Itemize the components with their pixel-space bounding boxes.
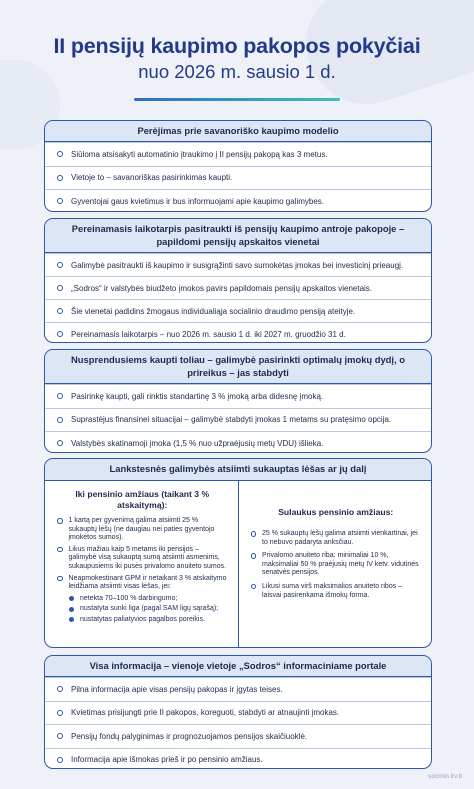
- sub-list-item: nustatyta sunki liga (pagal SAM ligų sąrašą);: [69, 605, 228, 614]
- list-item: „Sodros“ ir valstybės biudžeto įmokos pavirs papildomais pensijų apskaitos vienetais.: [45, 276, 431, 299]
- circle-bullet-icon: [57, 175, 63, 181]
- circle-bullet-icon: [57, 393, 63, 399]
- section-card-atsiimti-lesas: [44, 458, 432, 648]
- list-item: Galimybė pasitraukti iš kaupimo ir susigrąžinti savo sumokėtas įmokas bei investicinį prieaugį.: [45, 253, 431, 276]
- circle-bullet-icon: [57, 440, 63, 446]
- section-heading: Perėjimas prie savanoriško kaupimo modelio: [45, 121, 431, 142]
- section-heading: Nusprendusiems kaupti toliau – galimybė pasirinkti optimalų įmokų dydį, o prireikus – jas stabdyti: [45, 350, 431, 384]
- sub-list: [57, 595, 228, 625]
- column-after-retirement: [239, 481, 432, 647]
- circle-bullet-icon: [57, 285, 63, 291]
- section-card-kaupti-toliau: [44, 349, 432, 453]
- list-item: Suprastėjus finansinei situacijai – galimybė stabdyti įmokas 1 metams su pratęsimo opcija.: [45, 408, 431, 432]
- list-item: Kvietimas prisijungti prie II pakopos, koreguoti, stabdyti ar atnaujinti įmokas.: [45, 701, 431, 725]
- section-heading: Lankstesnės galimybės atsiimti sukauptas lėšas ar jų dalį: [45, 459, 431, 481]
- list-item: Šie vienetai padidins žmogaus individualiąja socialinio draudimo pensiją ateityje.: [45, 299, 431, 322]
- title-line-2: nuo 2026 m. sausio 1 d.: [138, 61, 336, 82]
- section-card-pereinamasis: [44, 218, 432, 343]
- list-item: Vietoje to – savanoriškas pasirinkimas kaupti.: [45, 166, 431, 190]
- page-title: [0, 34, 474, 83]
- section-card-savanoriskas: [44, 120, 432, 212]
- list-item: Privalomo anuiteto riba: minimaliai 10 %, maksimaliai 50 % praėjusių metų IV ketv. vidutinės senatvės pensijos.: [251, 552, 422, 578]
- circle-bullet-icon: [251, 531, 257, 537]
- section-card-informacija: [44, 655, 432, 769]
- circle-bullet-icon: [251, 553, 257, 559]
- dot-bullet-icon: [69, 617, 74, 622]
- circle-bullet-icon: [57, 198, 63, 204]
- list-item: Neapmokestinant GPM ir netaikant 3 % atskaitymo leidžiama atsiimti visas lėšas, jei:: [57, 575, 228, 592]
- list-item: Pilna informacija apie visas pensijų pakopas ir įgytas teises.: [45, 677, 431, 701]
- title-underline: [134, 98, 340, 101]
- circle-bullet-icon: [57, 757, 63, 763]
- list-item: Likus mažiau kaip 5 metams iki pensijos – galimybė visą sukauptą sumą atsiimti asmenims, sukaupusiems iki pusės privalomo anuiteto sumos.: [57, 546, 228, 572]
- circle-bullet-icon: [57, 331, 63, 337]
- footer-url[interactable]: socmin.lrv.lt: [428, 773, 462, 780]
- sub-list-item: nustatytas paliatyvios pagalbos poreikis.: [69, 616, 228, 625]
- column-before-retirement: [45, 481, 239, 647]
- list-item: Informacija apie išmokas prieš ir po pensinio amžiaus.: [45, 748, 431, 770]
- circle-bullet-icon: [57, 710, 63, 716]
- circle-bullet-icon: [57, 151, 63, 157]
- circle-bullet-icon: [251, 584, 257, 590]
- circle-bullet-icon: [57, 576, 63, 582]
- title-line-1: II pensijų kaupimo pakopos pokyčiai: [53, 34, 421, 58]
- list-item: Pensijų fondų palyginimas ir prognozuojamos pensijos skaičiuoklė.: [45, 724, 431, 748]
- list-item: Likusi suma virš maksimalios anuiteto ribos – laisvai pasirenkama išmokų forma.: [251, 583, 422, 600]
- list-item: Siūloma atsisakyti automatinio įtraukimo į II pensijų pakopą kas 3 metus.: [45, 142, 431, 166]
- list-item: Gyventojai gaus kvietimus ir bus informuojami apie kaupimo galimybes.: [45, 189, 431, 212]
- circle-bullet-icon: [57, 518, 63, 524]
- sub-list-item: netekta 70–100 % darbingumo;: [69, 595, 228, 604]
- list-item: Pasirinkę kaupti, gali rinktis standartinę 3 % įmoką arba didesnę įmoką.: [45, 384, 431, 408]
- section-heading: Visa informacija – vienoje vietoje „Sodros“ informaciniame portale: [45, 656, 431, 677]
- circle-bullet-icon: [57, 417, 63, 423]
- list-item: 25 % sukauptų lėšų galima atsiimti vienkartinai, jei to nebuvo padaryta anksčiau.: [251, 530, 422, 547]
- column-title: Sulaukus pensinio amžiaus:: [278, 507, 394, 517]
- dot-bullet-icon: [69, 596, 74, 601]
- circle-bullet-icon: [57, 262, 63, 268]
- circle-bullet-icon: [57, 733, 63, 739]
- column-title: Iki pensinio amžiaus (taikant 3 % atskaitymą):: [75, 489, 210, 510]
- list-item: 1 kartą per gyvenimą galima atsiimti 25 % sukauptų lėšų (ne daugiau nei paties gyventojo įmokėtos sumos).: [57, 517, 228, 543]
- circle-bullet-icon: [57, 547, 63, 553]
- circle-bullet-icon: [57, 686, 63, 692]
- section-heading: Pereinamasis laikotarpis pasitraukti iš pensijų kaupimo antroje pakopoje – papildomi pensijų apskaitos vienetai: [45, 219, 431, 253]
- dot-bullet-icon: [69, 607, 74, 612]
- circle-bullet-icon: [57, 308, 63, 314]
- list-item: Valstybės skatinamoji įmoka (1,5 % nuo užpraėjusių metų VDU) išlieka.: [45, 431, 431, 453]
- list-item: Pereinamasis laikotarpis – nuo 2026 m. sausio 1 d. iki 2027 m. gruodžio 31 d.: [45, 322, 431, 343]
